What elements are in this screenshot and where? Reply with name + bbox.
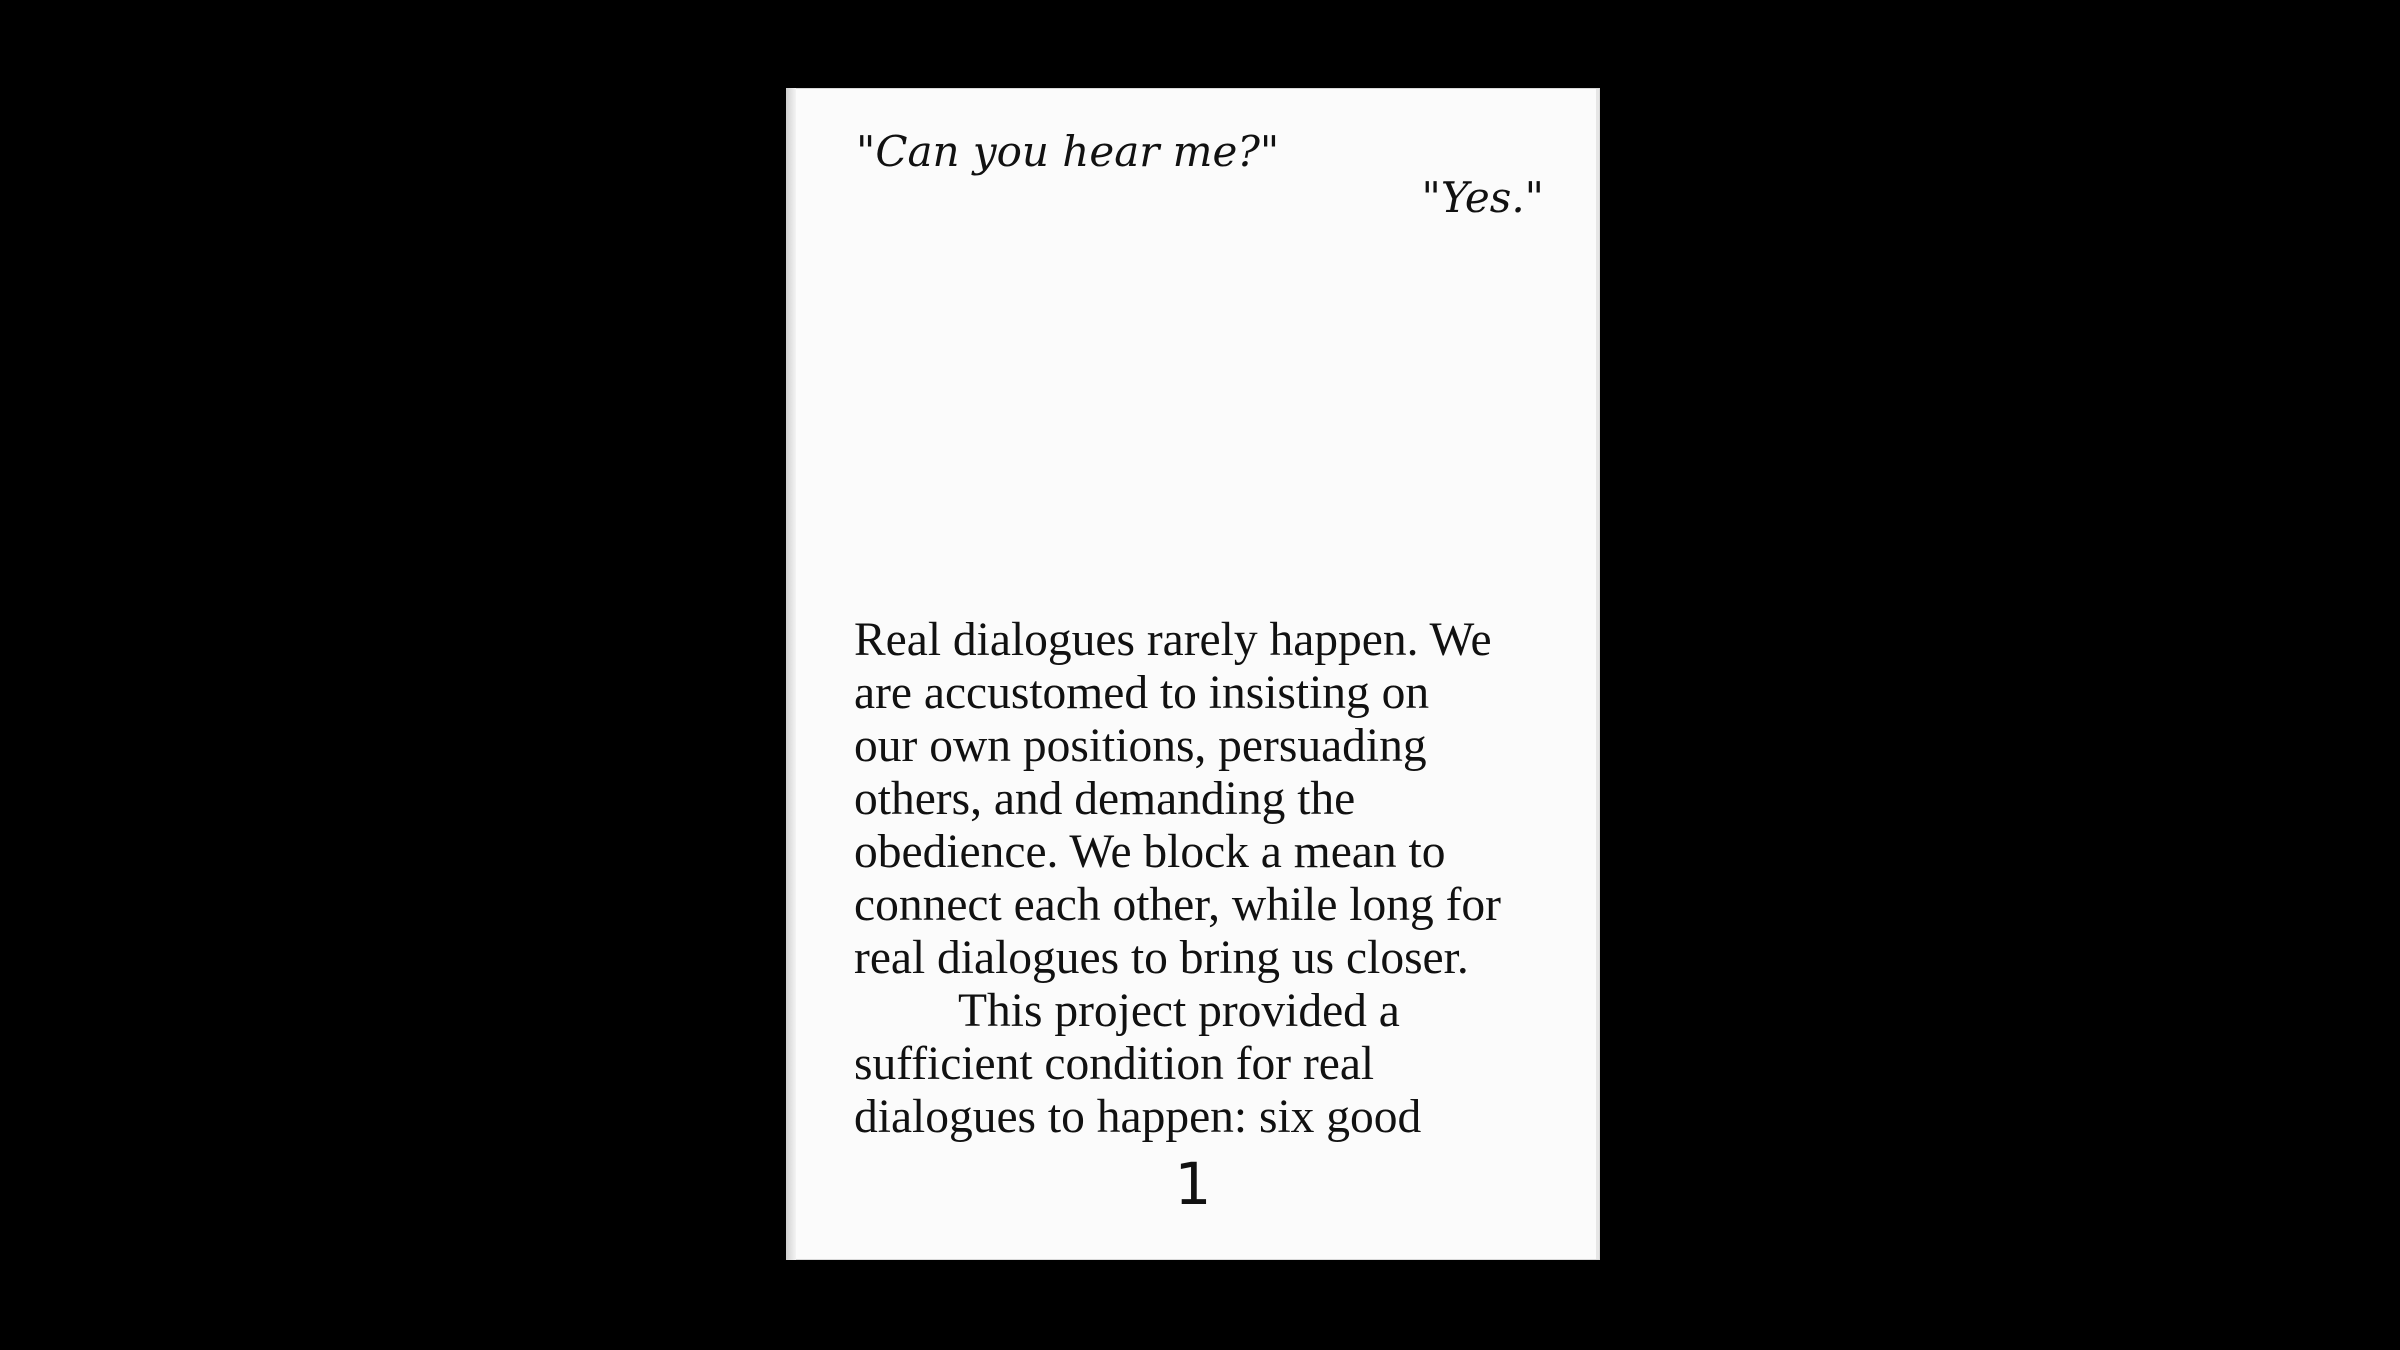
quote-answer: "Yes." bbox=[1421, 173, 1544, 222]
text-line: others, and demanding the bbox=[854, 773, 1356, 825]
booklet-page bbox=[786, 88, 1600, 1260]
text-line: are accustomed to insisting on bbox=[854, 667, 1430, 719]
text-line: sufficient condition for real bbox=[854, 1038, 1375, 1090]
text-line: real dialogues to bring us closer. bbox=[854, 932, 1469, 984]
text-line: This project provided a bbox=[958, 985, 1400, 1037]
text-line: Real dialogues rarely happen. We bbox=[854, 614, 1492, 666]
text-line: obedience. We block a mean to bbox=[854, 826, 1446, 878]
body-text bbox=[854, 614, 1554, 1144]
paragraph-1 bbox=[854, 614, 1554, 985]
text-line: connect each other, while long for bbox=[854, 879, 1502, 931]
page-spine-edge bbox=[786, 88, 796, 1260]
text-line: our own positions, persuading bbox=[854, 720, 1427, 772]
paragraph-2 bbox=[854, 985, 1554, 1144]
text-line: dialogues to happen: six good bbox=[854, 1091, 1422, 1143]
page-number: 1 bbox=[1174, 1150, 1212, 1218]
quote-question: "Can you hear me?" bbox=[856, 127, 1280, 176]
